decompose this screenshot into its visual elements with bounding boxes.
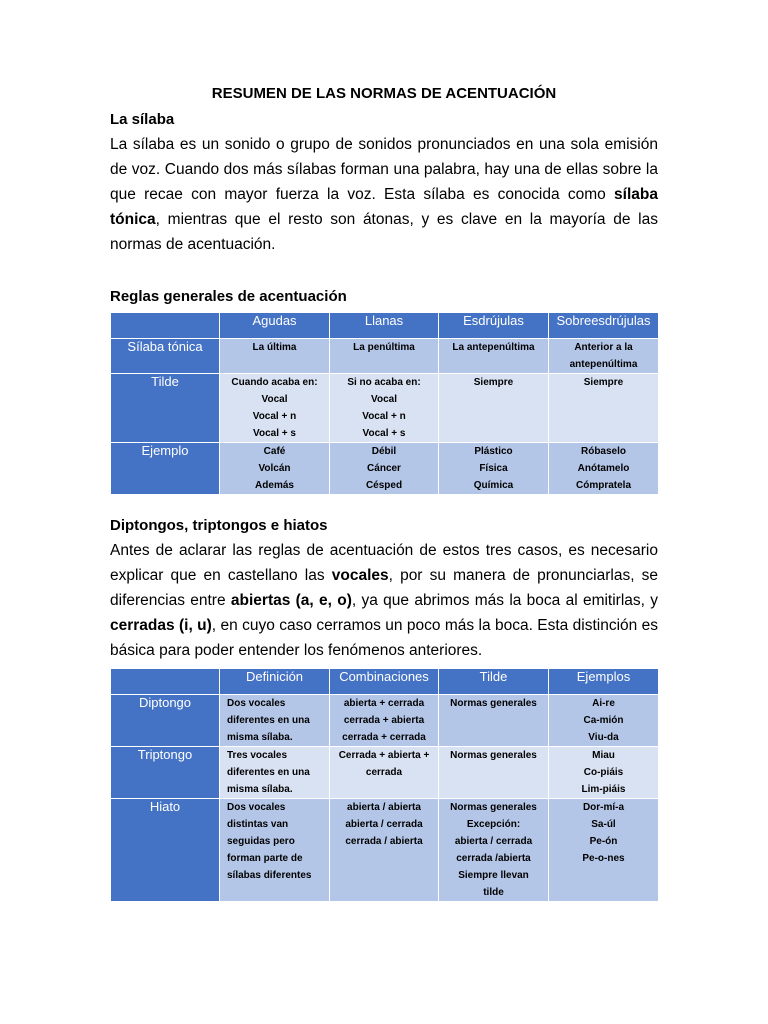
table-cell: [549, 443, 659, 495]
bold-term: abiertas (a, e, o): [230, 592, 352, 609]
paragraph-text: , ya que abrimos más la boca al emitirlas, y: [351, 592, 659, 609]
table-header-cell: Tilde: [439, 669, 549, 695]
cell-line: Química: [473, 480, 514, 491]
section-heading-silaba: La sílaba: [110, 111, 175, 128]
cell-line: cerrada / abierta: [345, 836, 423, 847]
cell-line: cerrada /abierta: [456, 853, 531, 864]
table-header-cell: Llanas: [330, 313, 439, 339]
table-cell: [439, 799, 549, 902]
cell-line: Normas generales: [450, 750, 537, 761]
cell-line: Volcán: [258, 463, 291, 474]
table-header-row: [111, 669, 659, 695]
cell-line: tilde: [483, 887, 504, 898]
diphthongs-table: [110, 668, 659, 902]
cell-line: Césped: [365, 480, 403, 491]
table-row: [111, 747, 659, 799]
cell-line: cerrada + abierta: [343, 715, 425, 726]
cell-line: Excepción:: [466, 819, 521, 830]
table-cell: [439, 374, 549, 443]
table-cell: [439, 747, 549, 799]
cell-line: Vocal + n: [252, 411, 297, 422]
cell-line: Cerrada + abierta +: [338, 750, 430, 761]
table-cell: [330, 339, 439, 374]
cell-line: Dos vocales: [227, 698, 286, 709]
table-cell: [439, 339, 549, 374]
table-row: [111, 695, 659, 747]
row-header: Ejemplo: [111, 443, 220, 495]
paragraph-text: Antes de aclarar las reglas de acentuación de estos tres casos, es necesario explicar que en castellano las: [110, 542, 658, 584]
cell-line: La última: [252, 342, 297, 353]
row-header: Sílaba tónica: [111, 339, 220, 374]
cell-line: diferentes en una: [227, 715, 310, 726]
paragraph-vocales: [110, 538, 658, 663]
cell-line: Lim-piáis: [581, 784, 626, 795]
table-cell: [220, 374, 330, 443]
table-cell: [439, 695, 549, 747]
table-cell: [220, 339, 330, 374]
table-header-cell: Esdrújulas: [439, 313, 549, 339]
cell-line: abierta + cerrada: [343, 698, 425, 709]
table-row: [111, 443, 659, 495]
section-heading-reglas: Reglas generales de acentuación: [110, 288, 347, 305]
table-cell: [220, 695, 330, 747]
paragraph-text: La sílaba es un sonido o grupo de sonidos pronunciados en una sola emisión de voz. Cuando dos más sílabas forman una palabra, hay una de ellas sobre la que recae con mayor fuerza la voz. Esta sílaba es conocida como: [110, 136, 658, 203]
cell-line: Café: [263, 446, 286, 457]
row-header: Triptongo: [111, 747, 220, 799]
cell-line: distintas van: [227, 819, 289, 830]
cell-line: forman parte de: [227, 853, 303, 864]
row-header: Hiato: [111, 799, 220, 902]
cell-line: sílabas diferentes: [227, 870, 312, 881]
cell-line: diferentes en una: [227, 767, 310, 778]
table-cell: [549, 799, 659, 902]
cell-line: Viu-da: [588, 732, 619, 743]
table-cell: [330, 799, 439, 902]
table-row: [111, 339, 659, 374]
cell-line: Pe-ón: [589, 836, 618, 847]
row-header: Tilde: [111, 374, 220, 443]
table-cell: [549, 695, 659, 747]
table-header-cell: Definición: [220, 669, 330, 695]
table-cell: [549, 374, 659, 443]
table-header-cell: [111, 669, 220, 695]
bold-term: cerradas (i, u): [110, 617, 212, 634]
table-cell: [330, 747, 439, 799]
cell-line: Anterior a la: [574, 342, 633, 353]
cell-line: La penúltima: [353, 342, 415, 353]
cell-line: Vocal: [261, 394, 288, 405]
cell-line: Normas generales: [450, 698, 537, 709]
cell-line: La antepenúltima: [452, 342, 535, 353]
cell-line: Miau: [592, 750, 615, 761]
table-cell: [330, 695, 439, 747]
paragraph-text: , por su manera de pronunciarlas, se diferencias entre: [110, 567, 658, 609]
cell-line: Cuando acaba en:: [231, 377, 318, 388]
table-header-cell: Agudas: [220, 313, 330, 339]
cell-line: abierta / abierta: [347, 802, 421, 813]
table-cell: [220, 747, 330, 799]
cell-line: Róbaselo: [580, 446, 626, 457]
table-header-cell: [111, 313, 220, 339]
cell-line: Plástico: [474, 446, 513, 457]
cell-line: seguidas pero: [227, 836, 295, 847]
table-cell: [220, 799, 330, 902]
cell-line: Siempre llevan: [458, 870, 529, 881]
cell-line: Siempre: [473, 377, 514, 388]
cell-line: abierta / cerrada: [345, 819, 423, 830]
paragraph-text: , en cuyo caso cerramos un poco más la boca. Esta distinción es básica para poder entender los fenómenos anteriores.: [110, 617, 659, 659]
cell-line: Cáncer: [367, 463, 401, 474]
table-row: [111, 374, 659, 443]
cell-line: Vocal + n: [362, 411, 406, 422]
table-cell: [549, 747, 659, 799]
cell-line: antepenúltima: [569, 359, 638, 370]
table-cell: [330, 374, 439, 443]
table-row: [111, 799, 659, 902]
cell-line: Cómpratela: [575, 480, 631, 491]
cell-line: Además: [255, 480, 294, 491]
bold-term: vocales: [331, 567, 389, 584]
cell-line: Normas generales: [450, 802, 537, 813]
cell-line: abierta / cerrada: [454, 836, 533, 847]
cell-line: Física: [479, 463, 508, 474]
cell-line: Siempre: [583, 377, 624, 388]
cell-line: Ai-re: [592, 698, 615, 709]
table-cell: [330, 443, 439, 495]
cell-line: misma sílaba.: [227, 732, 293, 743]
accentuation-rules-table: [110, 312, 659, 495]
table-cell: [439, 443, 549, 495]
row-header: Diptongo: [111, 695, 220, 747]
cell-line: Anótamelo: [577, 463, 630, 474]
cell-line: Dos vocales: [227, 802, 286, 813]
cell-line: misma sílaba.: [227, 784, 293, 795]
cell-line: Dor-mí-a: [582, 802, 625, 813]
cell-line: Tres vocales: [227, 750, 288, 761]
table-header-cell: Sobreesdrújulas: [549, 313, 659, 339]
bold-term: sílaba tónica: [110, 186, 658, 228]
table-cell: [549, 339, 659, 374]
paragraph-silaba: [110, 132, 658, 257]
cell-line: Vocal: [371, 394, 397, 405]
document-title: RESUMEN DE LAS NORMAS DE ACENTUACIÓN: [211, 85, 557, 102]
cell-line: Vocal + s: [362, 428, 406, 439]
cell-line: cerrada: [365, 767, 403, 778]
cell-line: Vocal + s: [253, 428, 296, 439]
cell-line: Débil: [371, 446, 397, 457]
cell-line: cerrada + cerrada: [342, 732, 426, 743]
cell-line: Si no acaba en:: [347, 377, 421, 388]
cell-line: Sa-úl: [591, 819, 616, 830]
section-heading-diptongos: Diptongos, triptongos e hiatos: [110, 517, 328, 534]
paragraph-text: , mientras que el resto son átonas, y es clave en la mayoría de las normas de acentuación.: [110, 211, 658, 253]
table-header-row: [111, 313, 659, 339]
table-cell: [220, 443, 330, 495]
cell-line: Co-piáis: [583, 767, 624, 778]
table-header-cell: Combinaciones: [330, 669, 439, 695]
cell-line: Pe-o-nes: [582, 853, 625, 864]
table-header-cell: Ejemplos: [549, 669, 659, 695]
cell-line: Ca-mión: [583, 715, 624, 726]
